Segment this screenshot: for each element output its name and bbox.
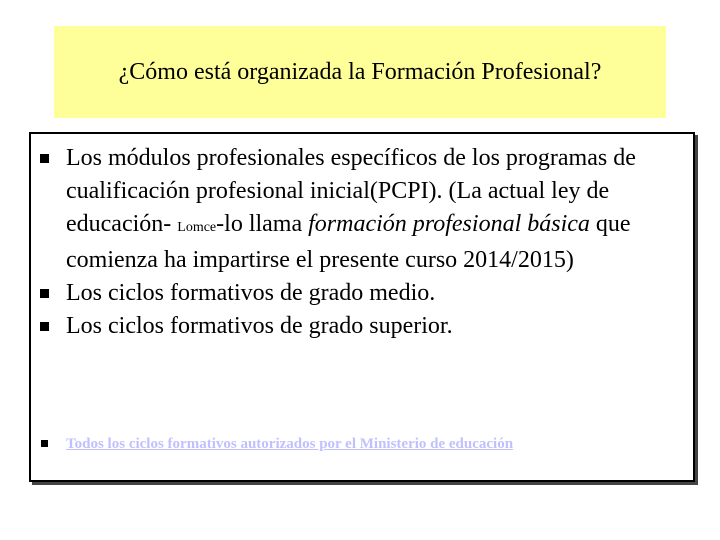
square-bullet-icon — [40, 322, 49, 331]
bullet-list — [31, 142, 693, 343]
bullet-item-grado-superior — [31, 310, 693, 343]
square-bullet-icon — [40, 289, 49, 298]
ministerio-link[interactable]: Todos los ciclos formativos autorizados por el Ministerio de educación — [66, 436, 514, 452]
slide-title: ¿Cómo está organizada la Formación Profesional? — [118, 58, 602, 85]
lomce-abbr: Lomce — [177, 220, 217, 235]
bullet-text-part1: Los módulos profesionales específicos de los programas de cualificación profesional inicial(PCPI). (La actual ley de educación- — [66, 145, 636, 237]
content-box — [29, 132, 695, 482]
bullet-text-part3: que comienza ha impartirse el presente curso 2014/2015) — [66, 211, 631, 273]
square-bullet-icon — [41, 440, 48, 447]
slide-title-box — [54, 26, 666, 118]
link-item — [31, 434, 693, 454]
bullet-item-pcpi — [31, 142, 693, 277]
bullet-item-grado-medio — [31, 277, 693, 310]
bullet-text: Los ciclos formativos de grado medio. — [66, 280, 436, 306]
bullet-text-italic: formación profesional básica — [308, 211, 590, 237]
bullet-text-part2: -lo llama — [216, 211, 309, 237]
square-bullet-icon — [40, 154, 49, 163]
bullet-text: Los ciclos formativos de grado superior. — [66, 313, 453, 339]
